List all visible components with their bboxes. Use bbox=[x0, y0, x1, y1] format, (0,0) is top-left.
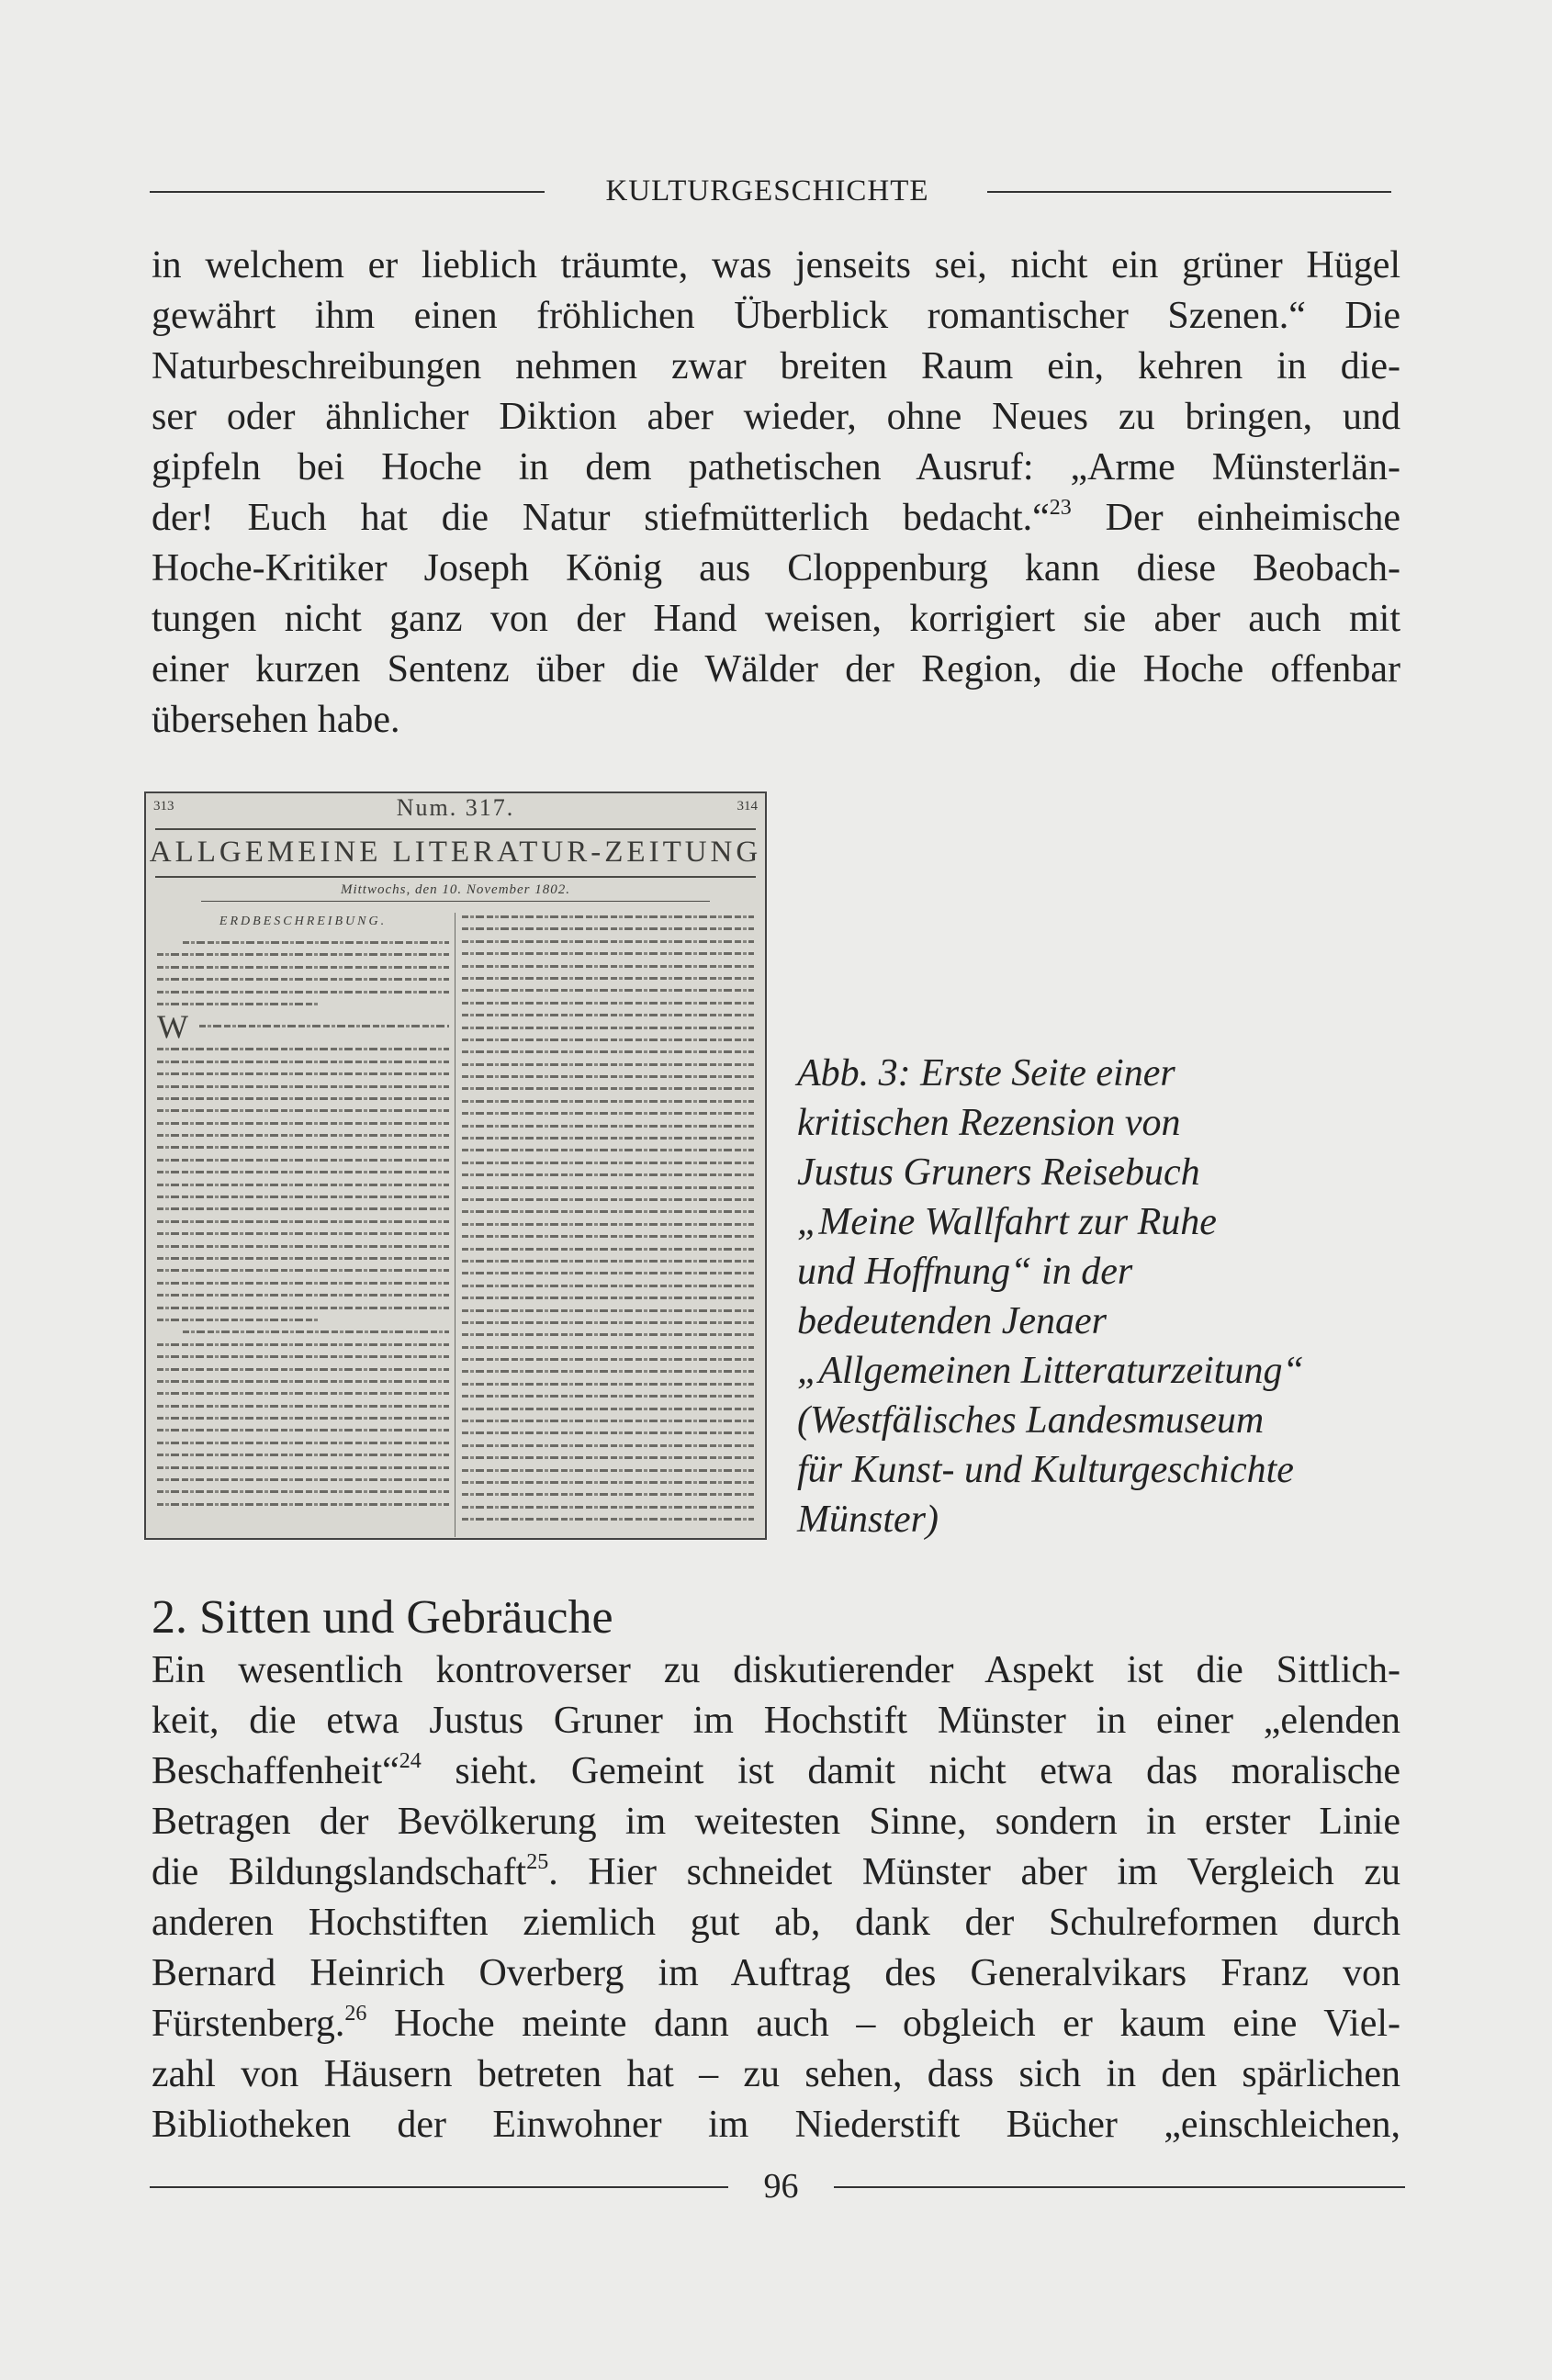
caption-line: „Meine Wallfahrt zur Ruhe bbox=[797, 1201, 1217, 1243]
scan-column-left bbox=[157, 911, 449, 1535]
caption-line: kritischen Rezension von bbox=[797, 1102, 1181, 1144]
scan-page-right: 314 bbox=[737, 799, 758, 814]
page-footer bbox=[150, 2162, 1408, 2208]
caption-line: „Allgemeinen Litteraturzeitung“ bbox=[797, 1350, 1304, 1392]
text-fragment: Hoche meinte dann auch – obgleich er kaum eine Viel- bbox=[366, 2003, 1400, 2045]
caption-line: bedeutenden Jenaer bbox=[797, 1300, 1108, 1342]
header-rule-left bbox=[150, 191, 545, 193]
text-fragment: Der einheimische bbox=[1071, 497, 1400, 539]
caption-line: Abb. 3: Erste Seite einer bbox=[797, 1052, 1175, 1095]
scan-top-line bbox=[146, 793, 765, 825]
scan-rule bbox=[201, 901, 710, 902]
scan-page-left: 313 bbox=[153, 799, 174, 814]
text-line: Naturbeschreibungen nehmen zwar breiten Raum ein, kehren in die- bbox=[152, 345, 1400, 387]
text-line: gewährt ihm einen fröhlichen Überblick romantischer Szenen.“ Die bbox=[152, 295, 1400, 337]
footnote-marker-26: 26 bbox=[344, 2002, 367, 2026]
text-fragment: Fürstenberg. bbox=[152, 2003, 345, 2045]
text-line: anderen Hochstiften ziemlich gut ab, dank der Schulreformen durch bbox=[152, 1902, 1400, 1944]
text-line: keit, die etwa Justus Gruner im Hochstift Münster in einer „elenden bbox=[152, 1700, 1400, 1742]
text-line bbox=[152, 493, 1400, 544]
scan-rule bbox=[155, 876, 756, 878]
scan-column-right bbox=[462, 911, 754, 1535]
text-line: Hoche-Kritiker Joseph König aus Cloppenburg kann diese Beobach- bbox=[152, 547, 1400, 589]
text-fragment: . Hier schneidet Münster aber im Vergleich zu bbox=[548, 1851, 1400, 1893]
text-line: Bernard Heinrich Overberg im Auftrag des Generalvikars Franz von bbox=[152, 1952, 1400, 1994]
text-line: tungen nicht ganz von der Hand weisen, korrigiert sie aber auch mit bbox=[152, 598, 1400, 640]
scan-masthead: ALLGEMEINE LITERATUR-ZEITUNG bbox=[149, 836, 762, 869]
footnote-marker-25: 25 bbox=[526, 1850, 549, 1874]
running-head-title: KULTURGESCHICHTE bbox=[605, 174, 929, 208]
footnote-marker-24: 24 bbox=[399, 1749, 422, 1773]
caption-line: (Westfälisches Landesmuseum bbox=[797, 1399, 1265, 1442]
footer-rule-right bbox=[834, 2186, 1405, 2188]
text-line: gipfeln bei Hoche in dem pathetischen Ausruf: „Arme Münsterlän- bbox=[152, 446, 1400, 488]
text-line: ser oder ähnlicher Diktion aber wieder, ohne Neues zu bringen, und bbox=[152, 396, 1400, 438]
text-line: in welchem er lieblich träumte, was jenseits sei, nicht ein grüner Hügel bbox=[152, 244, 1400, 286]
page-number: 96 bbox=[763, 2167, 799, 2206]
text-line: zahl von Häusern betreten hat – zu sehen, dass sich in den spärlichen bbox=[152, 2053, 1400, 2095]
section-heading: 2. Sitten und Gebräuche bbox=[152, 1591, 613, 1644]
text-line bbox=[152, 1847, 1400, 1898]
paragraph-section2 bbox=[152, 1645, 1400, 2150]
text-fragment: der! Euch hat die Natur stiefmütterlich bedacht.“ bbox=[152, 497, 1050, 539]
figure-caption bbox=[797, 1049, 1394, 1544]
text-line: einer kurzen Sentenz über die Wälder der Region, die Hoche offenbar bbox=[152, 648, 1400, 690]
scan-rule bbox=[155, 828, 756, 830]
header-rule-right bbox=[987, 191, 1391, 193]
caption-line: und Hoffnung“ in der bbox=[797, 1251, 1133, 1293]
running-header bbox=[150, 169, 1396, 215]
caption-line: Justus Gruners Reisebuch bbox=[797, 1151, 1200, 1194]
text-fragment: Beschaffenheit“ bbox=[152, 1750, 399, 1792]
paragraph-intro bbox=[152, 241, 1400, 746]
caption-line: für Kunst- und Kulturgeschichte bbox=[797, 1449, 1294, 1491]
scan-date: Mittwochs, den 10. November 1802. bbox=[340, 882, 571, 897]
footer-rule-left bbox=[150, 2186, 728, 2188]
text-fragment: die Bildungslandschaft bbox=[152, 1851, 527, 1893]
scan-section-heading: ERDBESCHREIBUNG. bbox=[219, 915, 388, 928]
caption-line: Münster) bbox=[797, 1499, 939, 1541]
text-line bbox=[152, 1746, 1400, 1797]
text-line bbox=[152, 1999, 1400, 2049]
text-line: Betragen der Bevölkerung im weitesten Sinne, sondern in erster Linie bbox=[152, 1801, 1400, 1843]
footnote-marker-23: 23 bbox=[1049, 496, 1072, 520]
text-line: übersehen habe. bbox=[152, 699, 400, 741]
text-line: Ein wesentlich kontroverser zu diskutierender Aspekt ist die Sittlich- bbox=[152, 1649, 1400, 1691]
scan-issue-number: Num. 317. bbox=[396, 794, 515, 821]
text-line: Bibliotheken der Einwohner im Niederstift Bücher „einschleichen, bbox=[152, 2104, 1400, 2146]
newspaper-scan-figure bbox=[144, 791, 767, 1540]
text-fragment: sieht. Gemeint ist damit nicht etwa das moralische bbox=[421, 1750, 1400, 1792]
